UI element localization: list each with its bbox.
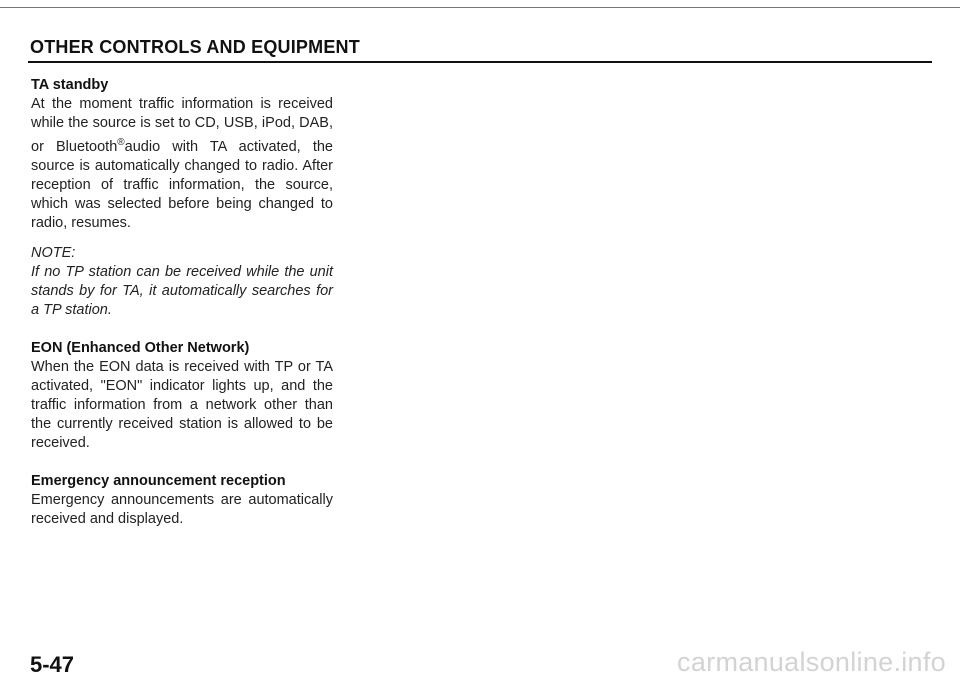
emergency-section bbox=[31, 472, 333, 529]
eon-heading: EON (Enhanced Other Network) bbox=[31, 339, 250, 356]
ta-standby-heading: TA standby bbox=[31, 77, 109, 93]
note-label: NOTE: bbox=[31, 244, 76, 261]
emergency-body: Emergency announcements are automatically received and displayed. bbox=[31, 491, 333, 527]
registered-mark: ® bbox=[117, 137, 125, 148]
top-rule bbox=[0, 7, 960, 8]
header-rule bbox=[28, 61, 932, 63]
ta-standby-body-end: audio with TA activated, the source is automatically changed to radio. After reception of traffic information, the source, which was selected before being changed to radio, resumes. bbox=[31, 138, 333, 231]
ta-standby-section bbox=[31, 76, 333, 233]
watermark-text: carmanualsonline.info bbox=[677, 647, 946, 677]
note-text: If no TP station can be received while the unit stands by for TA, it automatically searches for a TP station. bbox=[31, 263, 333, 318]
eon-section bbox=[31, 339, 333, 453]
eon-body: When the EON data is received with TP or TA activated, "EON" indicator lights up, and the traffic information from a network other than the currently received station is allowed to be received. bbox=[31, 358, 333, 451]
section-header: OTHER CONTROLS AND EQUIPMENT bbox=[30, 37, 360, 57]
ta-standby-body-start: At the moment traffic information is received while the source is set to CD, USB, iPod, DAB, or Bluetooth bbox=[31, 96, 333, 155]
content-column bbox=[31, 76, 333, 529]
page-number: 5-47 bbox=[30, 652, 75, 677]
emergency-heading: Emergency announcement reception bbox=[31, 472, 286, 489]
ta-standby-body bbox=[31, 95, 333, 233]
note-block bbox=[31, 244, 333, 320]
